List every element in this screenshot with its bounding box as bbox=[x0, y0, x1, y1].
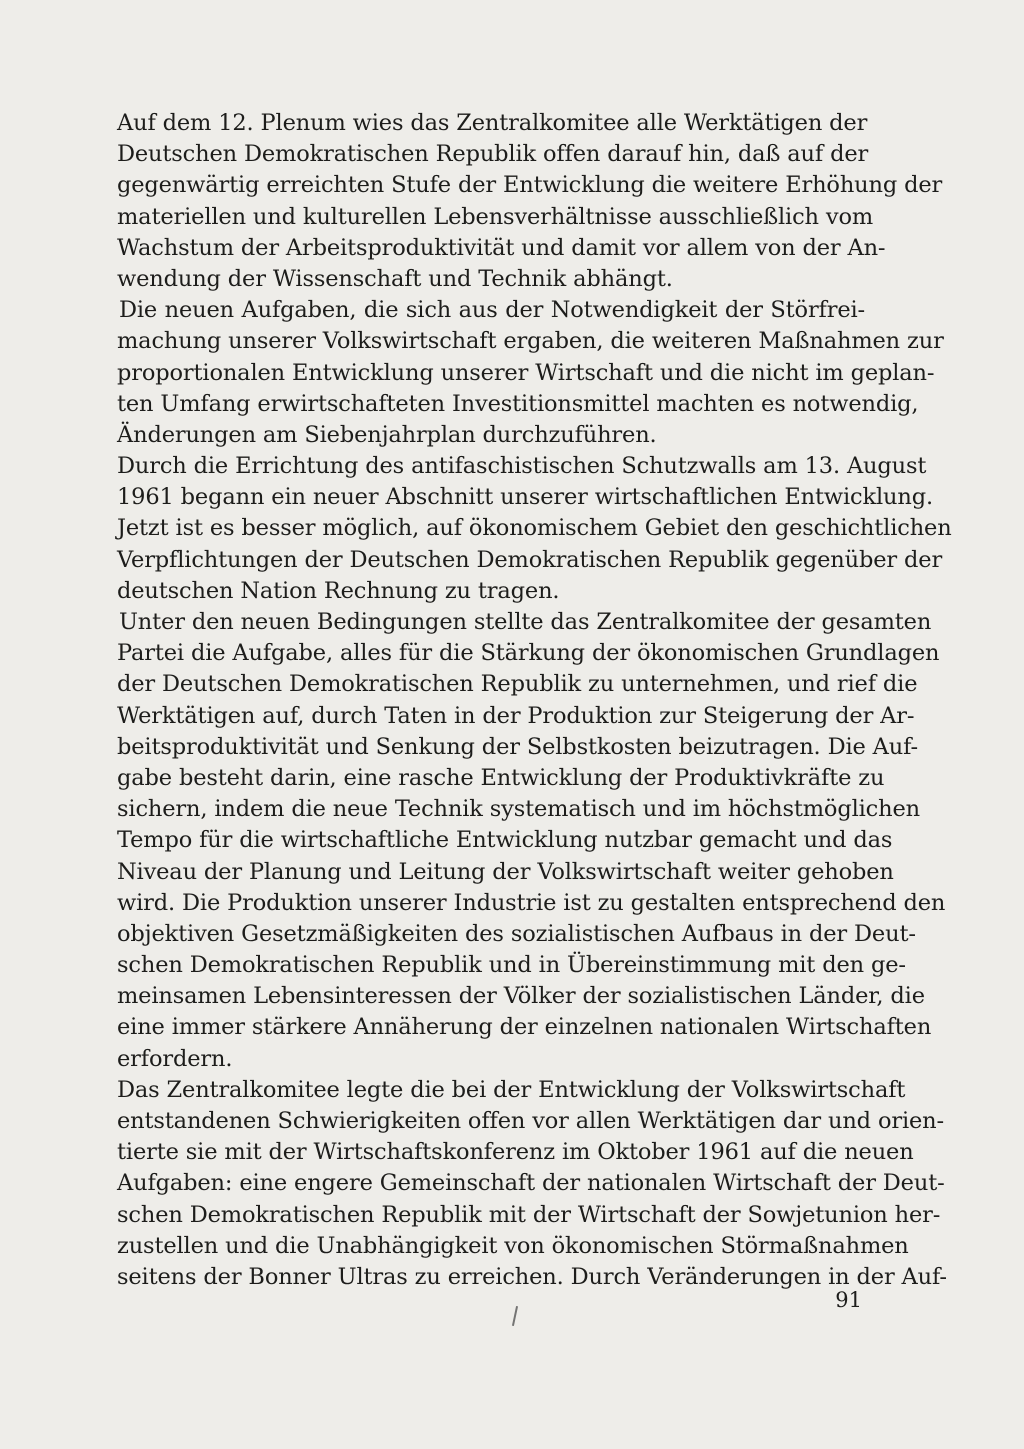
text-line: zustellen und die Unabhängigkeit von ökonomischen Störmaßnahmen bbox=[117, 1232, 909, 1259]
text-line: gegenwärtig erreichten Stufe der Entwicklung die weitere Erhöhung der bbox=[117, 172, 943, 199]
text-line: Wachstum der Arbeitsproduktivität und damit vor allem von der An- bbox=[117, 234, 886, 261]
text-line: Verpflichtungen der Deutschen Demokratischen Republik gegenüber der bbox=[117, 546, 943, 573]
paragraph bbox=[117, 295, 944, 451]
text-line: seitens der Bonner Ultras zu erreichen. Durch Veränderungen in der Auf- bbox=[117, 1263, 947, 1290]
text-line: Unter den neuen Bedingungen stellte das Zentralkomitee der gesamten bbox=[119, 609, 932, 635]
paragraph bbox=[117, 607, 946, 1075]
text-line: sichern, indem die neue Technik systematisch und im höchstmöglichen bbox=[117, 796, 920, 823]
text-line: machung unserer Volkswirtschaft ergaben, die weiteren Maßnahmen zur bbox=[117, 328, 944, 355]
text-line: meinsamen Lebensinteressen der Völker der sozialistischen Länder, die bbox=[117, 983, 925, 1010]
text-line: wendung der Wissenschaft und Technik abhängt. bbox=[117, 265, 673, 292]
text-line: deutschen Nation Rechnung zu tragen. bbox=[117, 577, 560, 604]
text-line: Werktätigen auf, durch Taten in der Produktion zur Steigerung der Ar- bbox=[117, 702, 915, 729]
scan-mark bbox=[512, 1306, 518, 1326]
text-line: proportionalen Entwicklung unserer Wirtschaft und die nicht im geplan- bbox=[117, 359, 935, 386]
body-text bbox=[117, 108, 952, 1293]
text-line: 1961 begann ein neuer Abschnitt unserer wirtschaftlichen Entwicklung. bbox=[117, 484, 933, 511]
text-line: Deutschen Demokratischen Republik offen darauf hin, daß auf der bbox=[117, 141, 869, 168]
text-line: Partei die Aufgabe, alles für die Stärkung der ökonomischen Grundlagen bbox=[117, 640, 940, 667]
text-line: objektiven Gesetzmäßigkeiten des sozialistischen Aufbaus in der Deut- bbox=[117, 920, 916, 947]
text-line: erfordern. bbox=[117, 1045, 233, 1072]
text-line: schen Demokratischen Republik mit der Wirtschaft der Sowjetunion her- bbox=[117, 1201, 941, 1228]
text-line: tierte sie mit der Wirtschaftskonferenz im Oktober 1961 auf die neuen bbox=[117, 1139, 914, 1166]
paragraph bbox=[117, 451, 952, 607]
text-line: Niveau der Planung und Leitung der Volkswirtschaft weiter gehoben bbox=[117, 858, 894, 885]
text-line: gabe besteht darin, eine rasche Entwicklung der Produktivkräfte zu bbox=[117, 764, 885, 791]
text-line: schen Demokratischen Republik und in Übereinstimmung mit den ge- bbox=[117, 952, 906, 979]
text-line: der Deutschen Demokratischen Republik zu unternehmen, und rief die bbox=[117, 671, 918, 698]
text-line: materiellen und kulturellen Lebensverhältnisse ausschließlich vom bbox=[117, 203, 874, 230]
text-line: entstandenen Schwierigkeiten offen vor allen Werktätigen dar und orien- bbox=[117, 1108, 944, 1134]
text-line: Tempo für die wirtschaftliche Entwicklung nutzbar gemacht und das bbox=[117, 827, 893, 854]
text-line: Jetzt ist es besser möglich, auf ökonomischem Gebiet den geschichtlichen bbox=[117, 515, 952, 542]
text-line: Änderungen am Siebenjahrplan durchzuführen. bbox=[117, 421, 657, 448]
text-line: Die neuen Aufgaben, die sich aus der Notwendigkeit der Störfrei- bbox=[119, 297, 865, 324]
text-line: wird. Die Produktion unserer Industrie ist zu gestalten entsprechend den bbox=[117, 889, 946, 916]
paragraph bbox=[117, 1075, 947, 1293]
text-line: Durch die Errichtung des antifaschistischen Schutzwalls am 13. August bbox=[117, 453, 927, 480]
text-line: Aufgaben: eine engere Gemeinschaft der nationalen Wirtschaft der Deut- bbox=[117, 1170, 945, 1197]
text-line: ten Umfang erwirtschafteten Investitionsmittel machten es notwendig, bbox=[117, 390, 919, 417]
text-line: eine immer stärkere Annäherung der einzelnen nationalen Wirtschaften bbox=[117, 1014, 932, 1041]
text-line: Das Zentralkomitee legte die bei der Entwicklung der Volkswirtschaft bbox=[117, 1076, 906, 1103]
paragraph bbox=[117, 108, 943, 295]
text-line: beitsproduktivität und Senkung der Selbstkosten beizutragen. Die Auf- bbox=[117, 733, 918, 760]
page-number: 91 bbox=[835, 1288, 862, 1312]
text-line: Auf dem 12. Plenum wies das Zentralkomitee alle Werktätigen der bbox=[117, 110, 868, 136]
